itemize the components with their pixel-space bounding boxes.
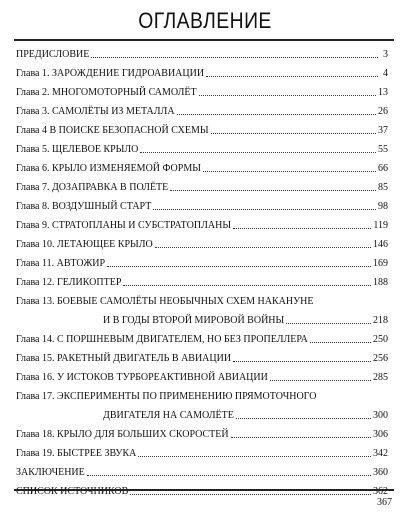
dot-leader <box>203 171 376 172</box>
toc-entry-page: 306 <box>373 429 388 440</box>
toc-entry-page: 285 <box>373 372 388 383</box>
toc-entry-label: Глава 14. С ПОРШНЕВЫМ ДВИГАТЕЛЕМ, НО БЕЗ ПРОПЕЛЛЕРА <box>16 334 308 345</box>
dot-leader <box>170 190 376 191</box>
toc-entry <box>16 83 388 102</box>
toc-entry-page: 85 <box>378 182 388 193</box>
toc-entry <box>16 387 388 406</box>
toc-entry-page: 360 <box>373 467 388 478</box>
toc-entry-page: 4 <box>383 68 388 79</box>
toc-entry-label: Глава 3. САМОЛЁТЫ ИЗ МЕТАЛЛА <box>16 106 175 117</box>
toc-entry <box>16 425 388 444</box>
toc-entry <box>16 368 388 387</box>
toc-entry-label: Глава 6. КРЫЛО ИЗМЕНЯЕМОЙ ФОРМЫ <box>16 163 201 174</box>
toc-entry <box>16 235 388 254</box>
toc-entry-label: Глава 15. РАКЕТНЫЙ ДВИГАТЕЛЬ В АВИАЦИИ <box>16 353 232 364</box>
toc-entry-continuation <box>16 311 388 330</box>
toc-entry-page: 66 <box>378 163 388 174</box>
toc-entry <box>16 102 388 121</box>
toc-entry-page: 26 <box>378 106 388 117</box>
toc-entry <box>16 140 388 159</box>
toc-entry-label: Глава 7. ДОЗАПРАВКА В ПОЛЁТЕ <box>16 182 169 193</box>
toc-entry <box>16 292 388 311</box>
toc-entry <box>16 159 388 178</box>
toc-entry-page: 55 <box>378 144 388 155</box>
toc-entry <box>16 254 388 273</box>
toc-entry <box>16 64 388 83</box>
dot-leader <box>233 361 371 362</box>
toc-entry-label: ПРЕДИСЛОВИЕ <box>16 49 90 60</box>
toc-entry <box>16 330 388 349</box>
toc-entry <box>16 197 388 216</box>
toc-entry-label: Глава 4 В ПОИСКЕ БЕЗОПАСНОЙ СХЕМЫ <box>16 125 209 136</box>
dot-leader <box>153 209 376 210</box>
dot-leader <box>270 380 371 381</box>
toc-entry-page: 218 <box>373 315 388 326</box>
dot-leader <box>177 114 376 115</box>
dot-leader <box>211 133 376 134</box>
toc-entry-label: Глава 19. БЫСТРЕЕ ЗВУКА <box>16 448 137 459</box>
toc-entry <box>16 482 388 501</box>
dot-leader <box>233 228 371 229</box>
toc-entry-label: Глава 16. У ИСТОКОВ ТУРБОРЕАКТИВНОЙ АВИАЦИИ <box>16 372 268 383</box>
toc-entry-page: 300 <box>373 410 388 421</box>
toc-entry-label: Глава 2. МНОГОМОТОРНЫЙ САМОЛЁТ <box>16 87 197 98</box>
dot-leader <box>310 342 371 343</box>
dot-leader <box>91 57 378 58</box>
toc-entry-label: Глава 10. ЛЕТАЮЩЕЕ КРЫЛО <box>16 239 153 250</box>
toc-entry <box>16 349 388 368</box>
toc-entry-page: 13 <box>378 87 388 98</box>
toc-entry-label: Глава 13. БОЕВЫЕ САМОЛЁТЫ НЕОБЫЧНЫХ СХЕМ НАКАНУНЕ <box>16 296 314 307</box>
toc-entry <box>16 45 388 64</box>
dot-leader <box>231 437 371 438</box>
toc-entry-page: 342 <box>373 448 388 459</box>
dot-leader <box>155 247 371 248</box>
toc-entry <box>16 463 388 482</box>
toc-entry-page: 169 <box>373 258 388 269</box>
toc-entry-continuation <box>16 406 388 425</box>
dot-leader <box>123 285 371 286</box>
toc-entry-label: Глава 12. ГЕЛИКОПТЕР <box>16 277 122 288</box>
dot-leader <box>199 95 376 96</box>
toc-entry-page: 119 <box>373 220 388 231</box>
toc-entry-page: 98 <box>378 201 388 212</box>
toc-entry-label: ДВИГАТЕЛЯ НА САМОЛЁТЕ <box>103 410 234 421</box>
toc-entry-label: СПИСОК ИСТОЧНИКОВ <box>16 486 129 497</box>
toc-entry <box>16 273 388 292</box>
dot-leader <box>286 323 371 324</box>
page-title: ОГЛАВЛЕНИЕ <box>138 8 272 33</box>
dot-leader <box>107 266 371 267</box>
toc-entry-page: 250 <box>373 334 388 345</box>
bottom-rule <box>14 489 394 491</box>
toc-entry-label: Глава 18. КРЫЛО ДЛЯ БОЛЬШИХ СКОРОСТЕЙ <box>16 429 229 440</box>
toc-entry-label: Глава 5. ЩЕЛЕВОЕ КРЫЛО <box>16 144 139 155</box>
toc-entry-label: Глава 17. ЭКСПЕРИМЕНТЫ ПО ПРИМЕНЕНИЮ ПРЯМОТОЧНОГО <box>16 391 317 402</box>
dot-leader <box>206 76 378 77</box>
toc-entry-page: 256 <box>373 353 388 364</box>
dot-leader <box>130 494 371 495</box>
toc-entry-page: 362 <box>373 486 388 497</box>
page-number: 367 <box>377 497 392 508</box>
dot-leader <box>138 456 371 457</box>
toc-entry <box>16 178 388 197</box>
toc-entry-label: Глава 8. ВОЗДУШНЫЙ СТАРТ <box>16 201 152 212</box>
toc-entry-page: 37 <box>378 125 388 136</box>
toc-entry-label: ЗАКЛЮЧЕНИЕ <box>16 467 85 478</box>
dot-leader <box>236 418 371 419</box>
dot-leader <box>87 475 371 476</box>
toc-entry-page: 3 <box>383 49 388 60</box>
toc-entry-label: Глава 9. СТРАТОПЛАНЫ И СУБСТРАТОПЛАНЫ <box>16 220 232 231</box>
toc-entry-label: И В ГОДЫ ВТОРОЙ МИРОВОЙ ВОЙНЫ <box>103 315 285 326</box>
dot-leader <box>140 152 376 153</box>
toc-entry-page: 188 <box>373 277 388 288</box>
top-rule <box>14 39 394 41</box>
toc-entry <box>16 444 388 463</box>
toc-entry-page: 146 <box>373 239 388 250</box>
toc-entry-label: Глава 11. АВТОЖИР <box>16 258 106 269</box>
toc-entry <box>16 121 388 140</box>
toc-entry-label: Глава 1. ЗАРОЖДЕНИЕ ГИДРОАВИАЦИИ <box>16 68 205 79</box>
toc-entry <box>16 216 388 235</box>
